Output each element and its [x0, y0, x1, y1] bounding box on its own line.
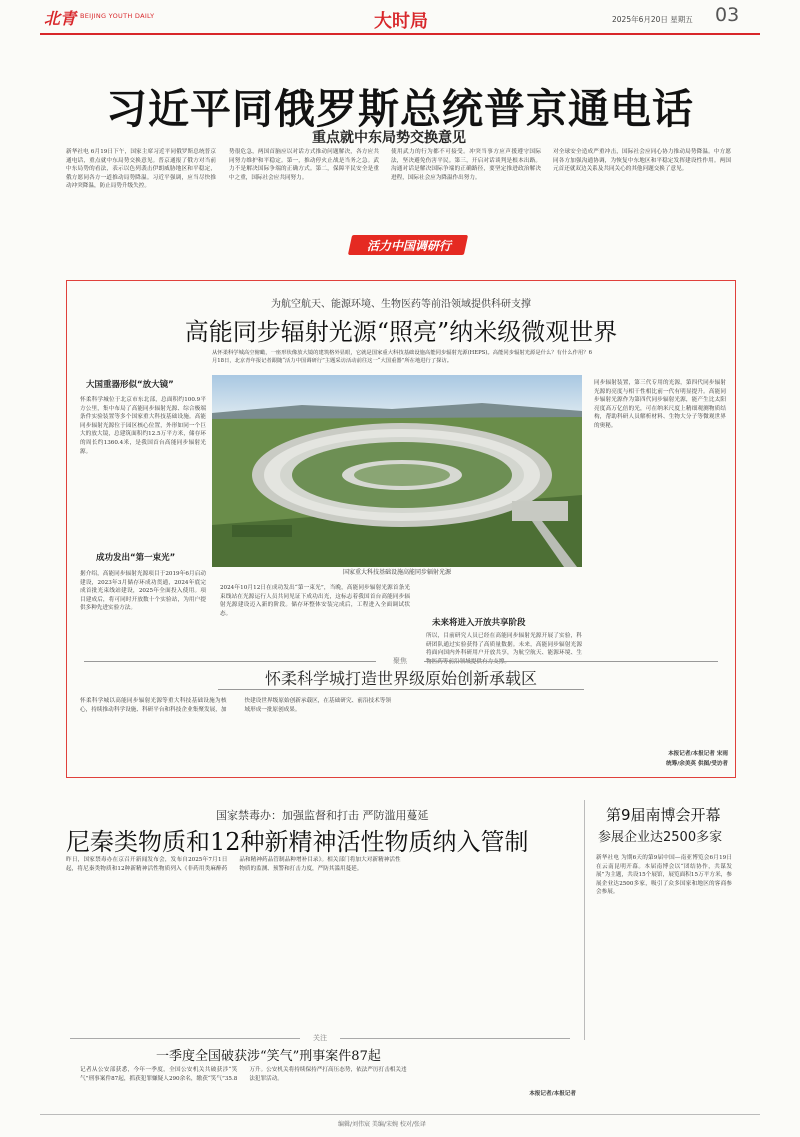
bottom-title: 尼秦类物质和12种新精神活性物质纳入管制 [66, 828, 529, 856]
feature-right-text: 同步辐射装置，第三代专用的光源，第四代同步辐射光源的亮度与相干性相比前一代有明显提升。高能同步辐射光源作为第四代同步辐射光源，能产生比太阳亮度高万亿倍的光，可在纳米尺度上精细观测物质结构，帮助科研人员解析材料、生物大分子等微观世界的奥秘。 [594, 380, 726, 429]
feature-logo-text: 活力中国调研行 [366, 239, 451, 253]
focus-title: 一季度全国破获涉“笑气”刑事案件87起 [156, 1049, 381, 1064]
photo-caption: 国家重大科技基础设施高能同步辐射光源 [342, 569, 451, 576]
header-rule [40, 33, 760, 35]
sub-heading-1: 大国重器形似“放大镜” [86, 380, 174, 390]
summary-title: 怀柔科学城打造世界级原始创新承载区 [264, 669, 537, 688]
bottom-column-divider [584, 800, 585, 1040]
feature-mid-right-text: 所以，目前研究人员已经在高能同步辐射光源开展了实验，科研团队通过实验获得了高质量数据。未来，高能同步辐射光源将面向国内外科研用户开放共享，为航空航天、能源环境、生 [426, 633, 582, 657]
side-title-2: 参展企业达2500多家 [598, 830, 723, 845]
side-text: 新华社电 为期6天的第9届中国—南亚博览会6月19日在云南昆明开幕。本届南博会以“团结协作，共谋发展”为主题，共设15个展馆，展览面积15万平方米，参展企业达2500多家，吸引了众多国家和地区的客商参会参展。 [596, 855, 732, 896]
feature-byline: 本报记者/本报记者 宋雨 [668, 751, 728, 757]
feature-mid-text: 2024年10月12日在成功发出“第一束光”，当晚，高能同步辐射光源首条光束线站在光源运行人员共同见证下成功出光，这标志着我国首台高能同步辐射光源建设迈入新的阶段。储存环整体安装完成后，工程进入全面调试状态。 [220, 585, 410, 617]
summary-kicker: 聚焦 [376, 656, 424, 666]
focus-text: 记者从公安部获悉，今年一季度，全国公安机关共破获涉“笑气”刑事案件87起，抓获犯罪嫌疑人290余名，缴获“笑气”35.8万升。公安机关将持续保持严打高压态势，依法严厉打击相关违法犯罪活动。 [80, 1067, 407, 1082]
lead-title: 习近平同俄罗斯总统普京通电话 [106, 85, 694, 133]
feature-title: 高能同步辐射光源“照亮”纳米级微观世界 [184, 318, 618, 346]
feature-col1-text: 怀柔科学城位于北京市东北部，总面积约100.9平方公里，集中布局了高能同步辐射光源、综合极端条件实验装置等多个国家重大科技基础设施。高能同步辐射光源位于园区核心位置，外形如同一个巨大的放大镜，总建筑面积约12.5万平方米，储存环的周长约1360.4米，是我国首台高能同步辐射光源。 [80, 397, 206, 455]
feature-logo [350, 234, 466, 256]
side-title-1: 第9届南博会开幕 [606, 806, 721, 824]
photo-illustration [212, 375, 582, 567]
bottom-text: 昨日，国家禁毒办在京召开新闻发布会，发布自2025年7月1日起，将尼秦类物质和12种新精神活性物质列入《非药用类麻醉药品和精神药品管制品种增补目录》。相关部门将加大对新精神活性物质的监测、预警和打击力度，严防其滥用蔓延。 [66, 857, 401, 872]
summary-under-rule [218, 689, 584, 690]
page-number: 03 [715, 4, 740, 26]
sub-heading-3: 未来将进入开放共享阶段 [432, 618, 526, 628]
footer-rule [40, 1114, 760, 1115]
lead-col-2: 势很危急，两国首脑应以对话方式推动问题解决，各方应共同努力维护和平稳定。第一，推动停火止战是当务之急。武力不是解决国际争端的正确方式。第二，保障平民安全是重中之重，国际社会应共同努力。 [229, 149, 379, 181]
feature-kicker: 为航空航天、能源环境、生物医药等前沿领域提供科研支撑 [271, 299, 531, 310]
lead-col-1: 新华社电 6月19日下午，国家主席习近平同俄罗斯总统普京通电话，重点就中东局势交换意见。普京通报了俄方对当前中东局势的看法，表示以色列袭击伊朗威胁地区和平稳定，俄方愿同各方一道推动局势降温。习近平强调，应当尽快推动冲突降温，防止局势升级失控。 [66, 149, 216, 190]
lead-col-4: 对全球安全造成严重冲击，国际社会应同心协力推动局势降温。中方愿同各方加强沟通协调，为恢复中东地区和平稳定发挥建设性作用。两国元首还就双边关系及共同关心的其他问题交换了意见。 [553, 149, 731, 173]
feature-col1b-text: 据介绍，高能同步辐射光源项目于2019年6月启动建设，2023年3月储存环成功贯通，2024年底完成首批光束线站建设，2025年全面投入使用。项目建成后，将可同时开放数十个实验站，为用户提供多种先进实验方法。 [80, 571, 206, 612]
feature-dek: 从怀柔科学城高空俯瞰，一座形状像放大镜的建筑格外显眼，它就是国家重大科技基础设施高能同步辐射光源(HEPS)。高能同步辐射光源是什么？有什么作用？6月18日，北京青年报记者跟随“活力中国调研行”主题采访活动前往这一“大国重器”所在地进行了探访。 [212, 350, 592, 364]
date-line: 2025年6月20日 星期五 [612, 15, 693, 24]
focus-byline: 本报记者/本报记者 [529, 1091, 576, 1097]
section-name: 大时局 [374, 11, 428, 32]
logo-en: BEIJING YOUTH DAILY [80, 12, 155, 20]
lead-col-3: 使用武力的行为都不可接受。冲突当事方应声援遵守国际法，坚决避免伤害平民。第三，开启对话谈判是根本出路。沟通对话是解决国际争端的正确路径，要坚定推进政治解决进程，国际社会应为降温作出努力。 [391, 149, 541, 181]
summary-text: 怀柔科学城以高能同步辐射光源等重大科技基础设施为核心，持续推动科学设施、科研平台和科技企业集聚发展，加快建设世界级原始创新承载区，在基础研究、前沿技术等领域形成一批原创成果。 [80, 698, 391, 713]
sub-heading-2: 成功发出“第一束光” [96, 553, 176, 563]
logo-cn: 北青 [44, 9, 77, 28]
feature-photo [212, 375, 582, 567]
bottom-kicker: 国家禁毒办：加强监督和打击 严防滥用蔓延 [216, 809, 429, 822]
lead-subtitle: 重点就中东局势交换意见 [312, 130, 466, 146]
feature-editor: 统筹/余美英 供图/受访者 [666, 761, 728, 767]
footer-credits: 编辑/刘伟宸 美编/宋婉 校对/张译 [338, 1121, 426, 1128]
masthead-logo [44, 6, 174, 28]
focus-kicker: 关注 [300, 1033, 340, 1043]
